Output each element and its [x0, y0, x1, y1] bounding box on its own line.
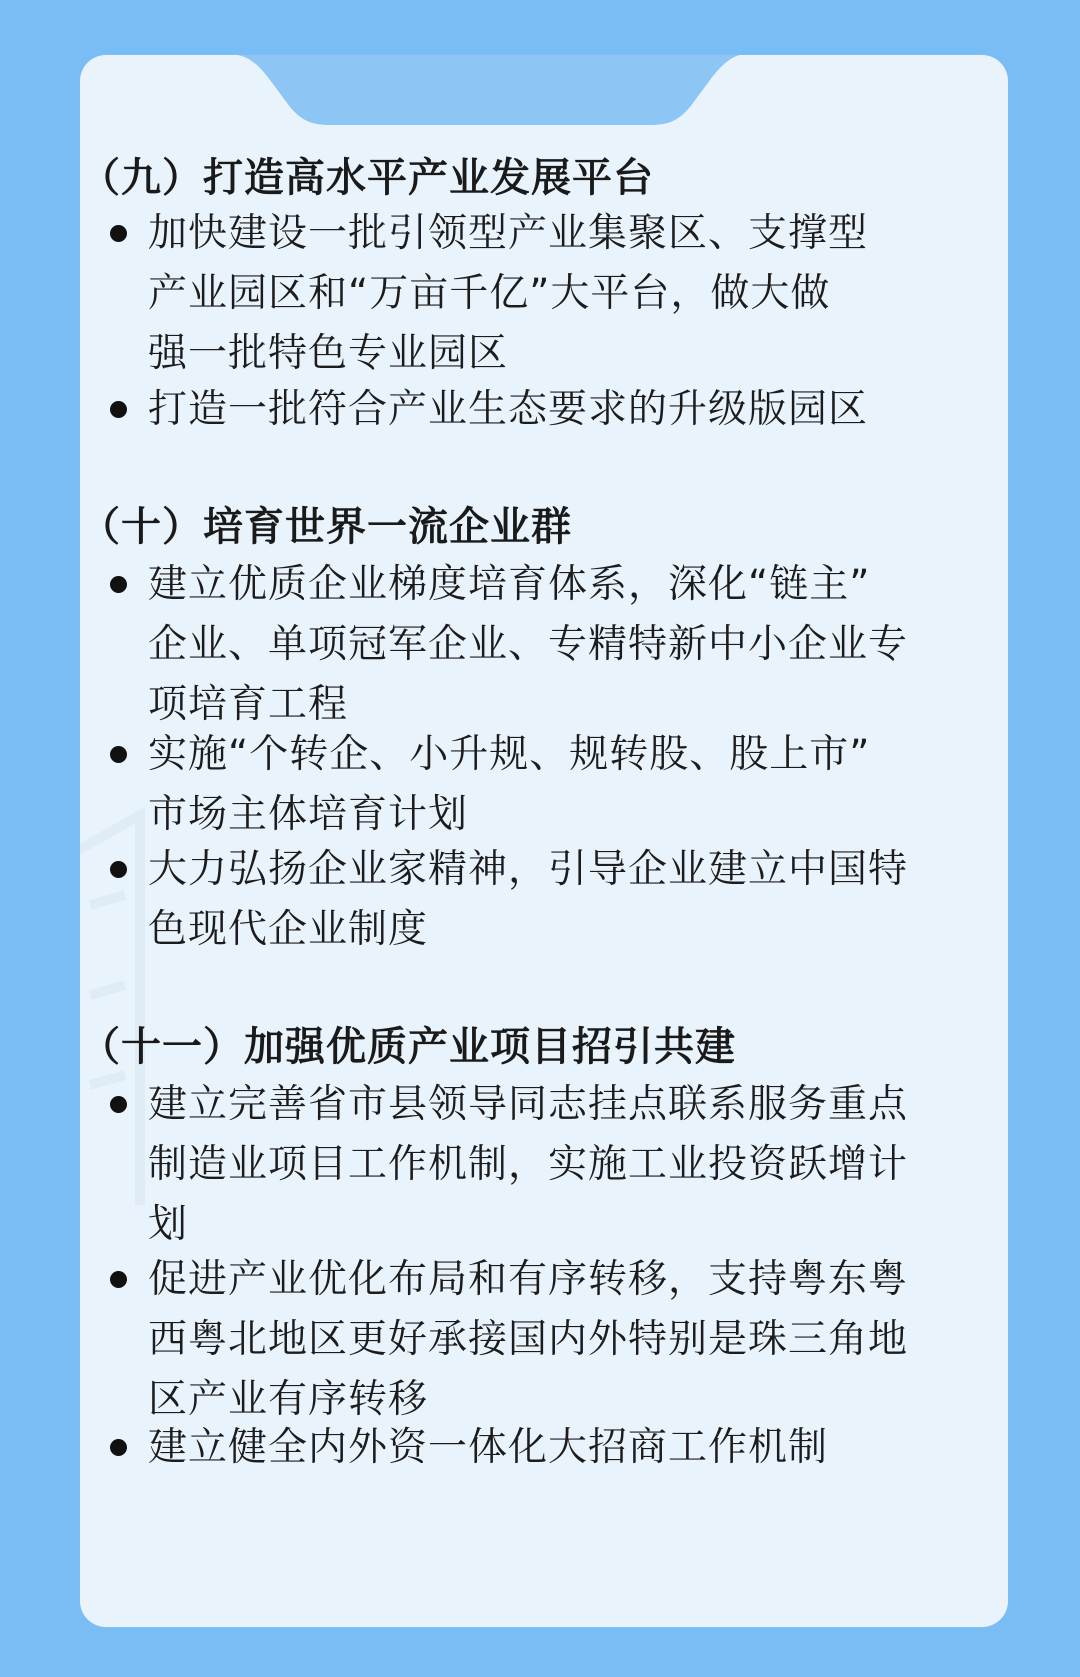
bullet-item: [110, 380, 990, 440]
bullet-item: [110, 204, 990, 384]
bullet-text-line: 建立健全内外资一体化大招商工作机制: [148, 1425, 829, 1470]
bullet-item: [110, 725, 990, 845]
bullet-item: [110, 1250, 990, 1430]
bullet-text-line: 打造一批符合产业生态要求的升级版园区: [148, 387, 869, 432]
bullet-item: [110, 840, 990, 960]
bullet-text-line: 建立完善省市县领导同志挂点联系服务重点: [148, 1082, 909, 1127]
section-heading: （十）培育世界一流企业群: [80, 503, 572, 550]
bullet-dot-icon: [110, 746, 127, 763]
section-heading: （十一）加强优质产业项目招引共建: [80, 1023, 736, 1070]
bullet-text-line: 大力弘扬企业家精神，引导企业建立中国特: [148, 847, 909, 892]
bullet-text-line: 色现代企业制度: [148, 907, 429, 952]
bullet-dot-icon: [110, 861, 127, 878]
bullet-dot-icon: [110, 576, 127, 593]
bullet-text-line: 产业园区和“万亩千亿”大平台，做大做: [148, 271, 831, 316]
bullet-text-line: 实施“个转企、小升规、规转股、股上市”: [148, 732, 871, 777]
bullet-dot-icon: [110, 225, 127, 242]
bullet-item: [110, 1418, 990, 1478]
bullet-text-line: 划: [148, 1202, 189, 1247]
bullet-item: [110, 1075, 990, 1255]
bullet-text-line: 促进产业优化布局和有序转移，支持粤东粤: [148, 1257, 909, 1302]
bullet-dot-icon: [110, 1271, 127, 1288]
bullet-text-line: 加快建设一批引领型产业集聚区、支撑型: [148, 211, 869, 256]
bullet-text-line: 项培育工程: [148, 682, 349, 727]
bullet-dot-icon: [110, 1096, 127, 1113]
bullet-text-line: 制造业项目工作机制，实施工业投资跃增计: [148, 1142, 909, 1187]
bullet-item: [110, 555, 990, 735]
bullet-text-line: 建立优质企业梯度培育体系，深化“链主”: [148, 562, 871, 607]
content-card: [80, 55, 1008, 1627]
bullet-text-line: 市场主体培育计划: [148, 792, 469, 837]
bullet-text-line: 区产业有序转移: [148, 1377, 429, 1422]
bullet-text-line: 强一批特色专业园区: [148, 331, 509, 376]
bullet-text-line: 西粤北地区更好承接国内外特别是珠三角地: [148, 1317, 909, 1362]
bullet-text-line: 企业、单项冠军企业、专精特新中小企业专: [148, 622, 909, 667]
section-heading: （九）打造高水平产业发展平台: [80, 154, 654, 201]
bullet-dot-icon: [110, 401, 127, 418]
card-top-notch: [80, 55, 1008, 145]
bullet-dot-icon: [110, 1439, 127, 1456]
